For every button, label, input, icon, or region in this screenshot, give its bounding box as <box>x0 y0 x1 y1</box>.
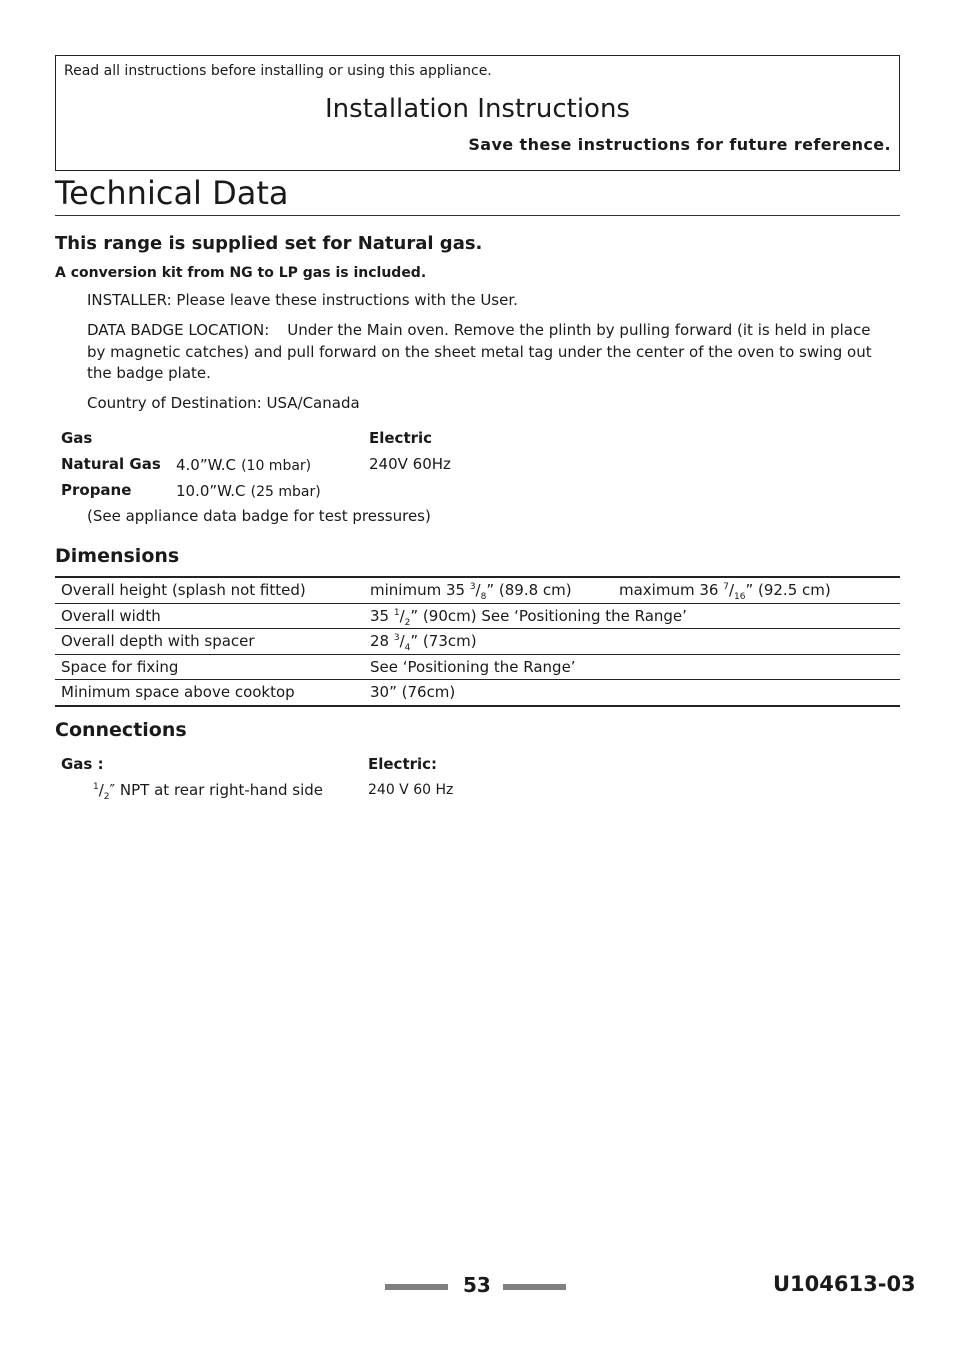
table-row: Overall height (splash not fitted) minimum 35 $^3/_8$” (89.8 cm) maximum 36 $^7/_{16}$” (92.5 cm) <box>55 578 900 604</box>
header-box <box>55 55 900 171</box>
data-badge-label: DATA BADGE LOCATION: <box>87 321 270 339</box>
read-instructions-note: Read all instructions before installing or using this appliance. <box>64 63 492 79</box>
table-row: Space for fixing See ‘Positioning the Range’ <box>55 655 900 681</box>
page-title: Technical Data <box>55 174 289 212</box>
electric-connection-spec: 240 V 60 Hz <box>368 782 454 798</box>
title-divider <box>55 215 900 216</box>
page-number: 53 <box>463 1273 491 1297</box>
connections-gas-header: Gas : <box>61 755 104 773</box>
natural-gas-pressure: 4.0”W.C (10 mbar) <box>176 456 312 474</box>
connections-electric-header: Electric: <box>368 755 438 773</box>
data-badge-description: Under the Main oven. Remove the plinth by pulling forward (it is held in place by magnetic catches) and pull forward on the sheet metal tag under the center of the oven to swing out the badge plate. <box>87 321 872 382</box>
natural-gas-label: Natural Gas <box>61 455 161 473</box>
propane-label: Propane <box>61 481 132 499</box>
connections-heading: Connections <box>55 719 187 741</box>
dimensions-table <box>55 576 900 707</box>
electric-header: Electric <box>369 429 433 447</box>
gas-header: Gas <box>61 429 93 447</box>
conversion-note: A conversion kit from NG to LP gas is included. <box>55 265 427 281</box>
table-row: Minimum space above cooktop 30” (76cm) <box>55 680 900 707</box>
electric-rating: 240V 60Hz <box>369 455 451 473</box>
footer-bar-right <box>503 1284 566 1290</box>
data-badge-location <box>87 320 887 385</box>
test-pressure-note: (See appliance data badge for test pressures) <box>87 507 431 525</box>
propane-pressure: 10.0”W.C (25 mbar) <box>176 482 321 500</box>
installation-instructions-title: Installation Instructions <box>325 94 630 124</box>
dimensions-heading: Dimensions <box>55 545 180 567</box>
footer-bar-left <box>385 1284 448 1290</box>
document-code: U104613-03 <box>773 1272 916 1296</box>
country-of-destination: Country of Destination: USA/Canada <box>87 394 360 412</box>
installer-note: INSTALLER: Please leave these instructions with the User. <box>87 291 518 309</box>
gas-connection-spec: $^1/_2''$ NPT at rear right-hand side <box>93 781 324 802</box>
table-row: Overall depth with spacer 28 $^3/_4$” (73cm) <box>55 629 900 655</box>
supply-heading: This range is supplied set for Natural gas. <box>55 233 483 254</box>
table-row: Overall width 35 $^1/_2$” (90cm) See ‘Positioning the Range’ <box>55 604 900 630</box>
save-instructions-note: Save these instructions for future reference. <box>468 135 891 154</box>
